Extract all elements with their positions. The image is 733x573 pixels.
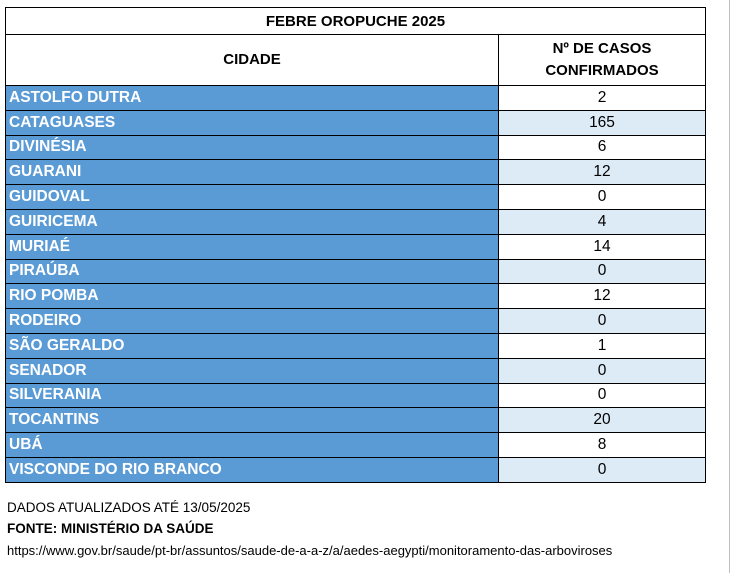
city-cell[interactable]: SENADOR	[6, 358, 499, 383]
city-cell[interactable]: RODEIRO	[6, 309, 499, 334]
cases-cell[interactable]: 6	[499, 135, 706, 160]
city-cell[interactable]: GUIRICEMA	[6, 209, 499, 234]
table-row	[6, 259, 706, 284]
cases-cell[interactable]: 4	[499, 209, 706, 234]
city-cell[interactable]: DIVINÉSIA	[6, 135, 499, 160]
cases-cell[interactable]: 12	[499, 284, 706, 309]
table-row	[6, 110, 706, 135]
table-row	[6, 160, 706, 185]
updated-note: DADOS ATUALIZADOS ATÉ 13/05/2025	[7, 500, 251, 515]
header-cases[interactable]	[499, 35, 706, 86]
cases-table	[5, 7, 706, 483]
header-city[interactable]: CIDADE	[6, 35, 499, 86]
city-cell[interactable]: GUIDOVAL	[6, 185, 499, 210]
city-cell[interactable]: PIRAÚBA	[6, 259, 499, 284]
city-cell[interactable]: RIO POMBA	[6, 284, 499, 309]
table-row	[6, 209, 706, 234]
city-cell[interactable]: VISCONDE DO RIO BRANCO	[6, 457, 499, 482]
city-cell[interactable]: MURIAÉ	[6, 234, 499, 259]
header-cases-line2: CONFIRMADOS	[545, 62, 659, 79]
city-cell[interactable]: TOCANTINS	[6, 408, 499, 433]
table-row	[6, 457, 706, 482]
table-row	[6, 408, 706, 433]
cases-cell[interactable]: 2	[499, 86, 706, 111]
table-row	[6, 433, 706, 458]
cases-cell[interactable]: 0	[499, 358, 706, 383]
cases-cell[interactable]: 0	[499, 259, 706, 284]
table-row	[6, 234, 706, 259]
page-edge-divider	[729, 0, 730, 573]
table-row	[6, 333, 706, 358]
table-row	[6, 185, 706, 210]
city-cell[interactable]: UBÁ	[6, 433, 499, 458]
city-cell[interactable]: GUARANI	[6, 160, 499, 185]
cases-cell[interactable]: 1	[499, 333, 706, 358]
city-cell[interactable]: ASTOLFO DUTRA	[6, 86, 499, 111]
cases-cell[interactable]: 0	[499, 383, 706, 408]
city-cell[interactable]: SILVERANIA	[6, 383, 499, 408]
cases-cell[interactable]: 0	[499, 457, 706, 482]
cases-cell[interactable]: 165	[499, 110, 706, 135]
cases-cell[interactable]: 20	[499, 408, 706, 433]
cases-cell[interactable]: 0	[499, 309, 706, 334]
table-row	[6, 135, 706, 160]
table-row	[6, 309, 706, 334]
table-row	[6, 358, 706, 383]
source-url[interactable]: https://www.gov.br/saude/pt-br/assuntos/saude-de-a-a-z/a/aedes-aegypti/monitoramento-das-arboviroses	[7, 543, 613, 558]
cases-cell[interactable]: 14	[499, 234, 706, 259]
table-title[interactable]: FEBRE OROPUCHE 2025	[6, 8, 706, 35]
cases-cell[interactable]: 8	[499, 433, 706, 458]
cases-cell[interactable]: 0	[499, 185, 706, 210]
city-cell[interactable]: SÃO GERALDO	[6, 333, 499, 358]
city-cell[interactable]: CATAGUASES	[6, 110, 499, 135]
table-row	[6, 86, 706, 111]
cases-cell[interactable]: 12	[499, 160, 706, 185]
table-row	[6, 284, 706, 309]
table-row	[6, 383, 706, 408]
header-cases-line1: Nº DE CASOS	[552, 40, 652, 57]
source-note: FONTE: MINISTÉRIO DA SAÚDE	[7, 521, 214, 536]
